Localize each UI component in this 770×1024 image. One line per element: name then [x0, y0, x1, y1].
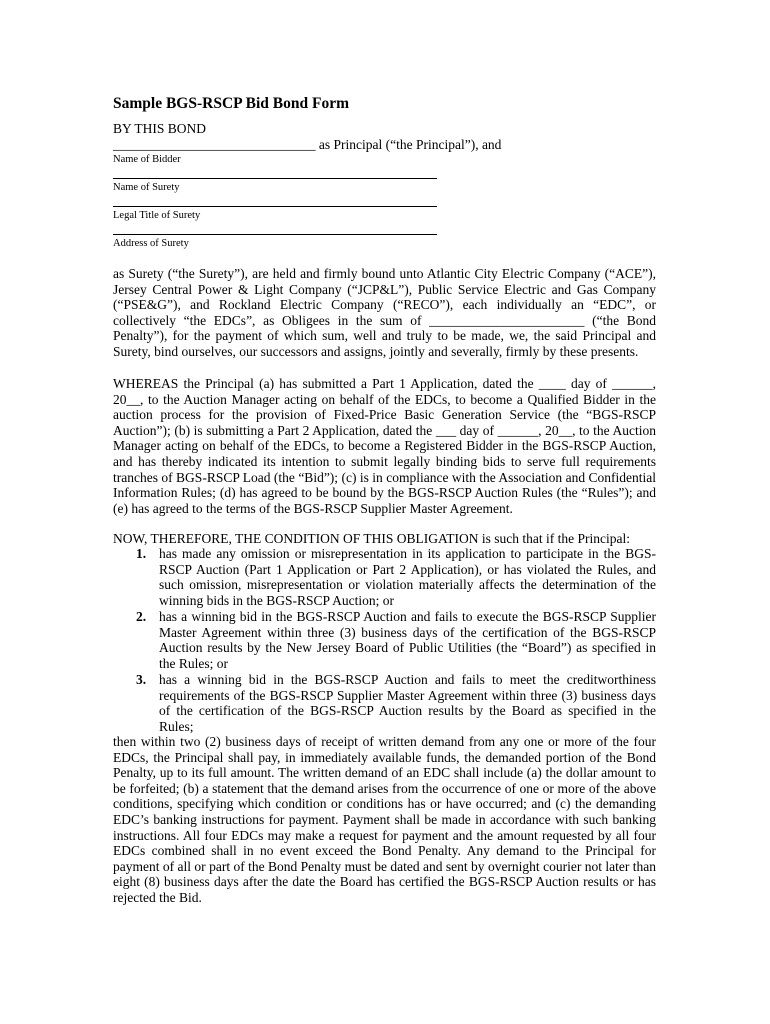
payment-demand-paragraph: then within two (2) business days of receipt of written demand from any one or more of the four EDCs, the Principal shall pay, in immediately available funds, the demanded portion of the Bond Penalty, up to its full amount. The written demand of an EDC shall include (a) the dollar amount to be forfeited; (b) a statement that the demand arises from the occurrence of one or more of the above conditions, specifying which condition or conditions has or have occurred; and (c) the demanding EDC’s banking instructions for payment. Payment shall be made in accordance with such banking instructions. All four EDCs may make a request for payment and the amount requested by all four EDCs combined shall in no event exceed the Bond Penalty. Any demand to the Principal for payment of all or part of the Bond Penalty must be dated and sent by overnight courier not later than eight (8) business days after the date the Board has certified the BGS-RSCP Auction results or has rejected the Bid. — [113, 734, 656, 905]
document-title: Sample BGS-RSCP Bid Bond Form — [113, 95, 349, 112]
condition-number: 1. — [136, 546, 147, 561]
condition-number: 2. — [136, 609, 147, 624]
surety-name-line — [113, 178, 437, 179]
surety-address-line — [113, 234, 437, 235]
surety-legal-title-label: Legal Title of Surety — [113, 210, 201, 221]
condition-text: has a winning bid in the BGS-RSCP Auction and fails to meet the creditworthiness requirements of the BGS-RSCP Supplier Master Agreement within three (3) business days of the certification of the BGS-RSCP Auction results by the Board as specified in the Rules; — [159, 672, 656, 734]
bidder-name-field — [113, 151, 437, 165]
condition-item-1 — [113, 546, 656, 608]
surety-paragraph: as Surety (“the Surety”), are held and firmly bound unto Atlantic City Electric Company (“ACE”), Jersey Central Power & Light Company (“JCP&L”), Public Service Electric and Gas Company (“PSE&G”), and Rockland Electric Company (“RECO”), each individually an “EDC”, or collectively “the EDCs”, as Obligees in the sum of _______________________ (“the Bond Penalty”), for the payment of which sum, well and truly to be made, we, the said Principal and Surety, bind ourselves, our successors and assigns, jointly and severally, firmly by these presents. — [113, 266, 656, 359]
surety-legal-title-field — [113, 206, 437, 221]
intro-text: BY THIS BOND — [113, 121, 207, 136]
condition-item-3 — [113, 672, 656, 734]
surety-address-field — [113, 234, 437, 249]
condition-item-2 — [113, 609, 656, 671]
surety-name-label: Name of Surety — [113, 182, 180, 193]
bidder-name-label: Name of Bidder — [113, 154, 181, 165]
condition-text: has made any omission or misrepresentation in its application to participate in the BGS-RSCP Auction (Part 1 Application or Part 2 Application), or has violated the Rules, and such omission, misrepresentation or violation materially affects the determination of the winning bids in the BGS-RSCP Auction; or — [159, 546, 656, 608]
surety-legal-title-line — [113, 206, 437, 207]
condition-number: 3. — [136, 672, 147, 687]
principal-line: ______________________________ as Principal (“the Principal”), and — [113, 137, 502, 152]
whereas-paragraph: WHEREAS the Principal (a) has submitted a Part 1 Application, dated the ____ day of ______, 20__, to the Auction Manager acting on behalf of the EDCs, to become a Qualified Bidder in the auction process for the provision of Fixed-Price Basic Generation Service (the “BGS-RSCP Auction”); (b) is submitting a Part 2 Application, dated the ___ day of ______, 20__, to the Auction Manager acting on behalf of the EDCs, to become a Registered Bidder in the BGS-RSCP Auction, and has thereby indicated its intention to submit legally binding bids to serve full requirements tranches of BGS-RSCP Load (the “Bid”); (c) is in compliance with the Association and Confidential Information Rules; (d) has agreed to be bound by the BGS-RSCP Auction Rules (the “Rules”); and (e) has agreed to the terms of the BGS-RSCP Supplier Master Agreement. — [113, 376, 656, 516]
surety-name-field — [113, 178, 437, 193]
surety-address-label: Address of Surety — [113, 238, 189, 249]
now-therefore-paragraph: NOW, THEREFORE, THE CONDITION OF THIS OBLIGATION is such that if the Principal: — [113, 531, 630, 546]
condition-text: has a winning bid in the BGS-RSCP Auction and fails to execute the BGS-RSCP Supplier Master Agreement within three (3) business days of the certification of the BGS-RSCP Auction results by the New Jersey Board of Public Utilities (the “Board”) as specified in the Rules; or — [159, 609, 656, 671]
